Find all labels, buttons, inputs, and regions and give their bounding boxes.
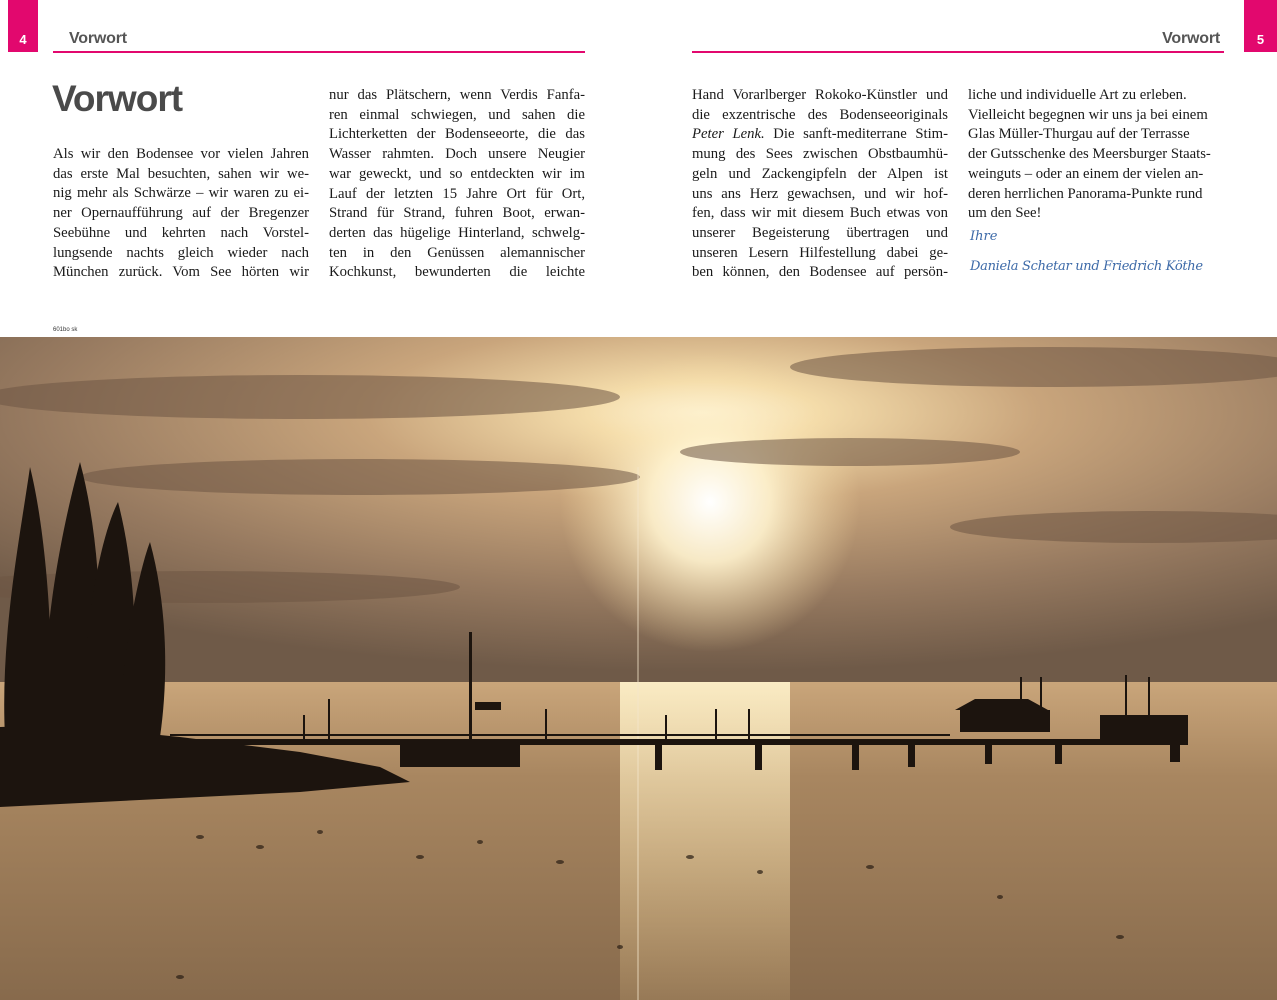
text-line: Seebühne und kehrten nach Vorstel- <box>53 224 309 241</box>
text-line: um den See! <box>968 205 1042 222</box>
text-line: unseren Lesern Hilfestellung dabei ge- <box>692 244 948 261</box>
text-line: Lichterketten der Bodenseeorte, die das <box>329 126 585 143</box>
text-line: mung des Sees zwischen Obstbaumhü- <box>692 146 948 163</box>
text-line: ben können, den Bodensee auf persön- <box>692 264 948 281</box>
signature-greeting: Ihre <box>970 229 998 244</box>
text-line: unserer Begeisterung übertragen und <box>692 224 948 241</box>
print-code: 601bo sk <box>53 327 78 333</box>
header-rule-right <box>692 51 1224 53</box>
page-number-tab-right <box>1244 0 1277 52</box>
text-line: war geweckt, und so entdeckten wir im <box>329 165 585 182</box>
running-header-right: Vorwort <box>1162 30 1220 47</box>
photo-illustration <box>0 337 1277 1000</box>
text-line: Als wir den Bodensee vor vielen Jahren <box>53 146 309 162</box>
text-fragment: Die sanft-mediterrane Stim- <box>764 126 948 143</box>
text-line: liche und individuelle Art zu erleben. <box>968 87 1187 103</box>
text-line: ner Opernaufführung auf der Bregenzer <box>53 205 309 222</box>
text-line: uns ans Herz gewachsen, und wir hof- <box>692 185 948 202</box>
text-line: ten in den Genüssen alemannischer <box>329 244 585 261</box>
text-line: München zurück. Vom See hörten wir <box>53 264 309 281</box>
text-line: Hand Vorarlberger Rokoko-Künstler und <box>692 87 948 103</box>
sun-reflection <box>620 682 790 1000</box>
text-line: lungsende nachts gleich wieder nach <box>53 244 309 261</box>
page-number-left: 4 <box>19 32 27 47</box>
text-line: der Gutsschenke des Meersburger Staats- <box>968 146 1211 163</box>
signature-names: Daniela Schetar und Friedrich Köthe <box>970 259 1203 274</box>
text-line: ren einmal schwiegen, und sahen die <box>329 106 585 123</box>
text-column-2 <box>329 86 585 283</box>
text-line: nur das Plätschern, wenn Verdis Fanfa- <box>329 87 585 103</box>
text-line-with-name <box>692 125 948 145</box>
text-line: fen, dass wir mit diesem Buch etwas von <box>692 205 948 222</box>
page-number-right: 5 <box>1256 32 1265 47</box>
text-line: Lauf der letzten 15 Jahre Ort für Ort, <box>329 185 585 202</box>
text-column-3 <box>692 86 948 283</box>
text-column-4 <box>968 86 1224 224</box>
text-line: geln und Zackengipfeln der Alpen ist <box>692 165 948 182</box>
running-header-left: Vorwort <box>69 30 127 47</box>
sunset-lake-photo <box>0 337 1277 1000</box>
text-line: nig mehr als Schwärze – wir waren zu ei- <box>53 185 309 202</box>
text-line: deren herrlichen Panorama-Punkte rund <box>968 185 1203 202</box>
text-line: weinguts – oder an einem der vielen an- <box>968 165 1204 182</box>
text-line: die exzentrische des Bodenseeoriginals <box>692 106 948 123</box>
header-rule-left <box>53 51 585 53</box>
text-line: Glas Müller-Thurgau auf der Terrasse <box>968 126 1190 143</box>
text-line: das erste Mal besuchten, sahen wir we- <box>53 165 309 182</box>
text-line: Kochkunst, bewunderten die leichte <box>329 264 585 281</box>
artist-name: Peter Lenk. <box>692 126 765 143</box>
chapter-title: Vorwort <box>52 78 183 119</box>
page-number-tab-left <box>8 0 38 52</box>
text-line: Wasser rahmten. Doch unsere Neugier <box>329 146 585 163</box>
text-column-1 <box>53 145 309 283</box>
text-line: Strand für Strand, fuhren Boot, erwan- <box>329 205 585 222</box>
text-line: Vielleicht begegnen wir uns ja bei einem <box>968 106 1208 123</box>
text-line: derten das hügelige Hinterland, schwelg- <box>329 224 585 241</box>
